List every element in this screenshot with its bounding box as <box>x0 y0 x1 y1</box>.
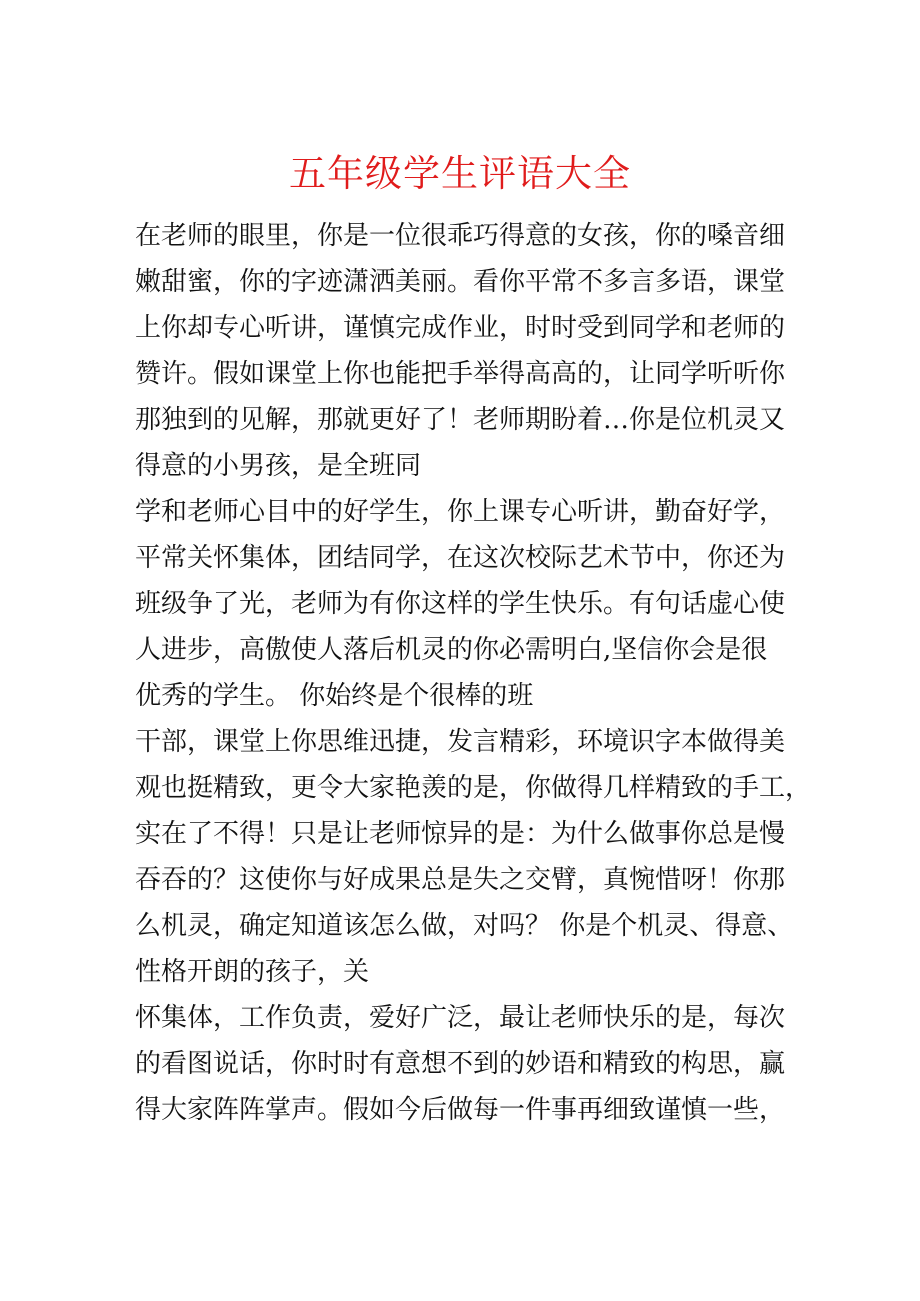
text-line: 吞吞的？这使你与好成果总是失之交臂，真惋惜呀！你那 <box>135 865 786 895</box>
text-line: 实在了不得！只是让老师惊异的是：为什么做事你总是慢 <box>135 819 786 849</box>
text-line: 平常关怀集体，团结同学，在这次校际艺术节中，你还为 <box>135 543 786 573</box>
text-line: 那独到的见解，那就更好了！老师期盼着…你是位机灵又 <box>135 405 786 435</box>
text-line: 人进步，高傲使人落后机灵的你必需明白,坚信你会是很 <box>135 635 768 665</box>
text-line: 观也挺精致，更令大家艳羡的是，你做得几样精致的手工， <box>135 773 812 803</box>
text-line: 学和老师心目中的好学生，你上课专心听讲，勤奋好学， <box>135 497 786 527</box>
text-line: 性格开朗的孩子，关 <box>135 957 370 987</box>
document-title: 五年级学生评语大全 <box>289 152 631 195</box>
text-line: 优秀的学生。 你始终是个很棒的班 <box>135 681 534 711</box>
text-line: 的看图说话，你时时有意想不到的妙语和精致的构思，赢 <box>135 1049 786 1079</box>
text-line: 班级争了光，老师为有你这样的学生快乐。有句话虚心使 <box>135 589 786 619</box>
text-line: 干部，课堂上你思维迅捷，发言精彩，环境识字本做得美 <box>135 727 786 757</box>
text-line: 赞许。假如课堂上你也能把手举得高高的，让同学听听你 <box>135 359 786 389</box>
text-line: 在老师的眼里，你是一位很乖巧得意的女孩，你的嗓音细 <box>135 221 786 251</box>
text-line: 嫩甜蜜，你的字迹潇洒美丽。看你平常不多言多语，课堂 <box>135 267 786 297</box>
text-line: 上你却专心听讲，谨慎完成作业，时时受到同学和老师的 <box>135 313 786 343</box>
text-line: 怀集体，工作负责，爱好广泛，最让老师快乐的是，每次 <box>135 1003 786 1033</box>
text-line: 得大家阵阵掌声。假如今后做每一件事再细致谨慎一些， <box>135 1095 786 1125</box>
text-line: 得意的小男孩，是全班同 <box>135 451 422 481</box>
text-line: 么机灵，确定知道该怎么做，对吗？ 你是个机灵、得意、 <box>135 911 794 941</box>
